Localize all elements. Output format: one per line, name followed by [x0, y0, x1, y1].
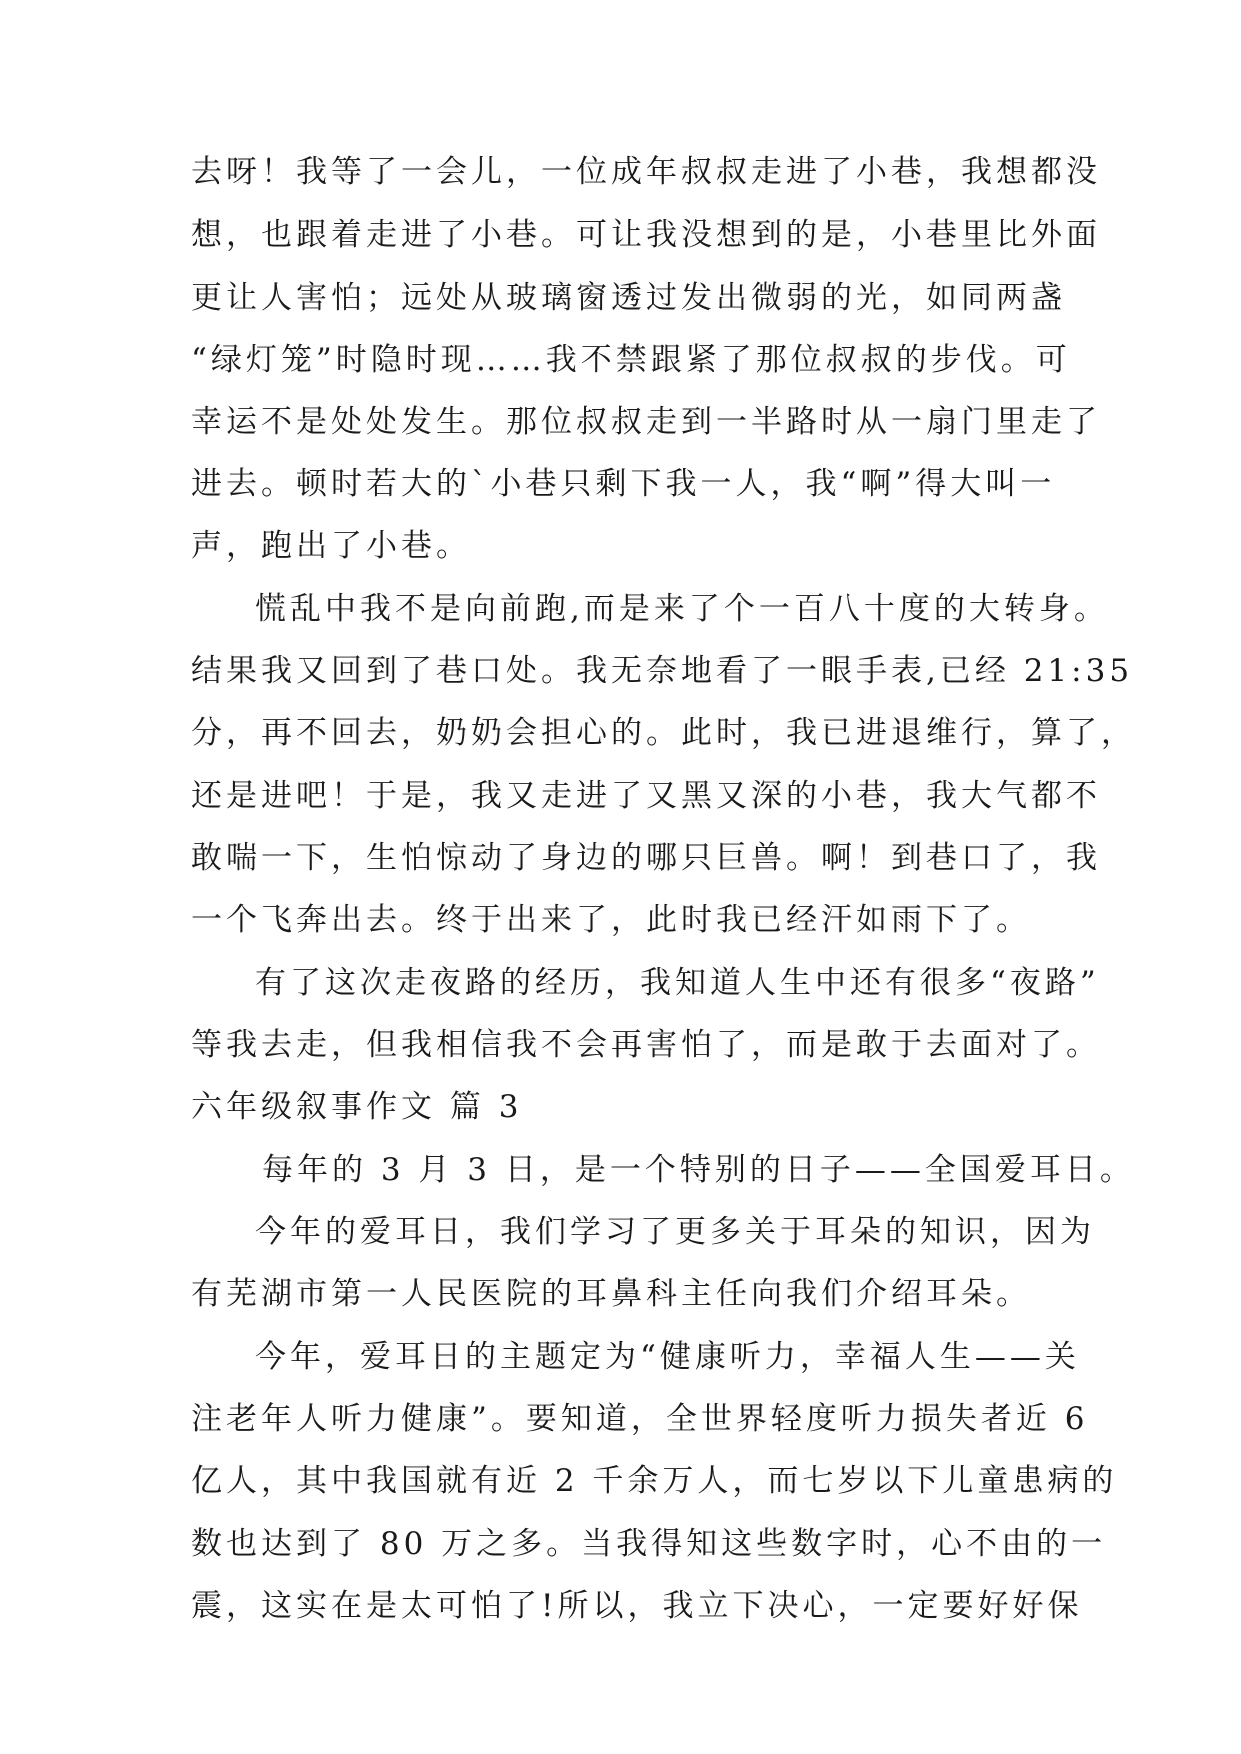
text-line: 进去。顿时若大的`小巷只剩下我一人，我“啊”得大叫一 [191, 466, 1056, 502]
text-line: 还是进吧！于是，我又走进了又黑又深的小巷，我大气都不 [191, 778, 1101, 814]
text-line: 今年的爱耳日，我们学习了更多关于耳朵的知识，因为 [255, 1214, 1095, 1250]
text-line: 一个飞奔出去。终于出来了，此时我已经汗如雨下了。 [191, 902, 1031, 938]
text-line: 有了这次走夜路的经历，我知道人生中还有很多“夜路” [255, 965, 1100, 1001]
text-line: 想，也跟着走进了小巷。可让我没想到的是，小巷里比外面 [191, 217, 1101, 253]
text-line: 幸运不是处处发生。那位叔叔走到一半路时从一扇门里走了 [191, 404, 1101, 440]
text-line: 今年，爱耳日的主题定为“健康听力，幸福人生——关 [255, 1339, 1080, 1375]
text-line: 更让人害怕；远处从玻璃窗透过发出微弱的光，如同两盏 [191, 280, 1066, 316]
text-line: 声，跑出了小巷。 [191, 528, 471, 564]
text-line: 有芜湖市第一人民医院的耳鼻科主任向我们介绍耳朵。 [191, 1276, 1031, 1312]
text-line: 结果我又回到了巷口处。我无奈地看了一眼手表,已经 21:35 [191, 653, 1134, 689]
section-heading: 六年级叙事作文 篇 3 [191, 1089, 523, 1125]
text-line: 去呀！我等了一会儿，一位成年叔叔走进了小巷，我想都没 [191, 154, 1101, 190]
text-line: 数也达到了 80 万之多。当我得知这些数字时，心不由的一 [191, 1526, 1107, 1562]
text-line: 震，这实在是太可怕了!所以，我立下决心，一定要好好保 [191, 1588, 1083, 1624]
text-line: 敢喘一下，生怕惊动了身边的哪只巨兽。啊！到巷口了，我 [191, 840, 1101, 876]
text-line: 慌乱中我不是向前跑,而是来了个一百八十度的大转身。 [255, 591, 1109, 627]
text-line: 注老年人听力健康”。要知道，全世界轻度听力损失者近 6 [191, 1401, 1089, 1437]
text-line: 亿人，其中我国就有近 2 千余万人，而七岁以下儿童患病的 [191, 1463, 1118, 1499]
text-line: 等我去走，但我相信我不会再害怕了，而是敢于去面对了。 [191, 1027, 1101, 1063]
text-line: 分，再不回去，奶奶会担心的。此时，我已进退维行，算了， [191, 715, 1136, 751]
text-line: “绿灯笼”时隐时现……我不禁跟紧了那位叔叔的步伐。可 [191, 342, 1071, 378]
text-line: 每年的 3 月 3 日，是一个特别的日子——全国爱耳日。 [262, 1152, 1135, 1188]
